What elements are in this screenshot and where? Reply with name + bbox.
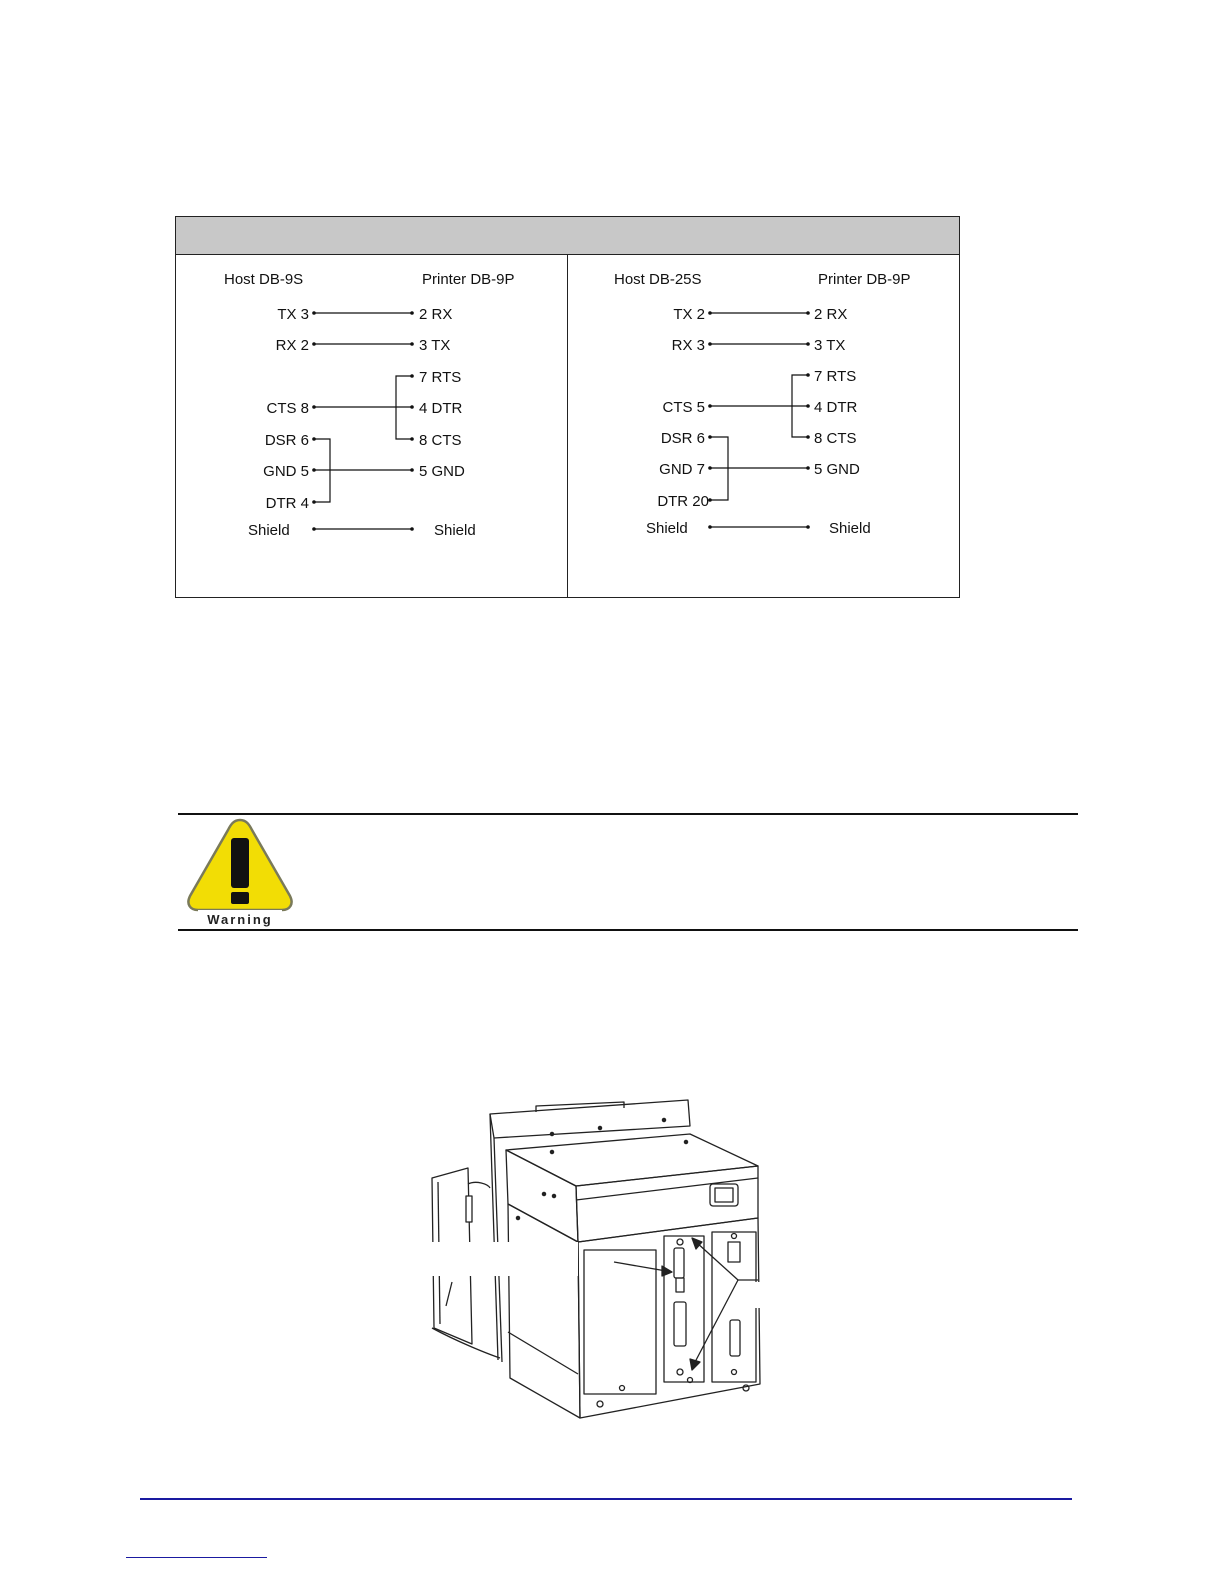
wiring-diagrams xyxy=(176,255,959,597)
footer-link-underline xyxy=(126,1557,267,1558)
left-shield-host: Shield xyxy=(248,522,290,539)
left-host-pin: DSR 6 xyxy=(264,432,309,449)
right-host-pin: DSR 6 xyxy=(660,430,705,447)
left-printer-pin: 7 RTS xyxy=(419,369,462,386)
right-shield-printer: Shield xyxy=(829,520,871,537)
right-printer-pin: 3 TX xyxy=(814,337,846,354)
wiring-table xyxy=(175,216,960,598)
right-host-pin: GND 7 xyxy=(659,461,705,478)
left-host-title: Host DB-9S xyxy=(224,271,304,288)
right-host-pin: DTR 20 xyxy=(657,493,709,510)
printer-rear-illustration xyxy=(428,1092,768,1422)
right-host-title: Host DB-25S xyxy=(614,271,702,288)
right-host-pin: CTS 5 xyxy=(662,399,705,416)
left-printer-pin: 3 TX xyxy=(419,337,451,354)
warning-icon xyxy=(184,816,296,928)
right-printer-pin: 4 DTR xyxy=(814,399,858,416)
warning-bottom-rule xyxy=(178,929,1078,931)
footer-rule xyxy=(140,1498,1072,1500)
left-host-pin: RX 2 xyxy=(275,337,309,354)
left-printer-pin: 2 RX xyxy=(419,306,453,323)
right-printer-pin: 5 GND xyxy=(814,461,860,478)
right-shield-host: Shield xyxy=(646,520,688,537)
left-printer-title: Printer DB-9P xyxy=(422,271,515,288)
left-printer-pin: 8 CTS xyxy=(419,432,462,449)
left-shield-printer: Shield xyxy=(434,522,476,539)
left-printer-pin: 4 DTR xyxy=(419,400,463,417)
left-host-pin: TX 3 xyxy=(277,306,309,323)
right-printer-pin: 2 RX xyxy=(814,306,848,323)
left-printer-pin: 5 GND xyxy=(419,463,465,480)
left-host-pin: CTS 8 xyxy=(266,400,309,417)
right-printer-pin: 7 RTS xyxy=(814,368,857,385)
left-host-pin: DTR 4 xyxy=(265,495,309,512)
right-printer-title: Printer DB-9P xyxy=(818,271,911,288)
warning-top-rule xyxy=(178,813,1078,815)
right-host-pin: TX 2 xyxy=(673,306,705,323)
right-printer-pin: 8 CTS xyxy=(814,430,857,447)
wiring-table-header xyxy=(176,217,959,255)
warning-icon-label: Warning xyxy=(207,912,273,927)
right-host-pin: RX 3 xyxy=(671,337,705,354)
left-host-pin: GND 5 xyxy=(263,463,309,480)
